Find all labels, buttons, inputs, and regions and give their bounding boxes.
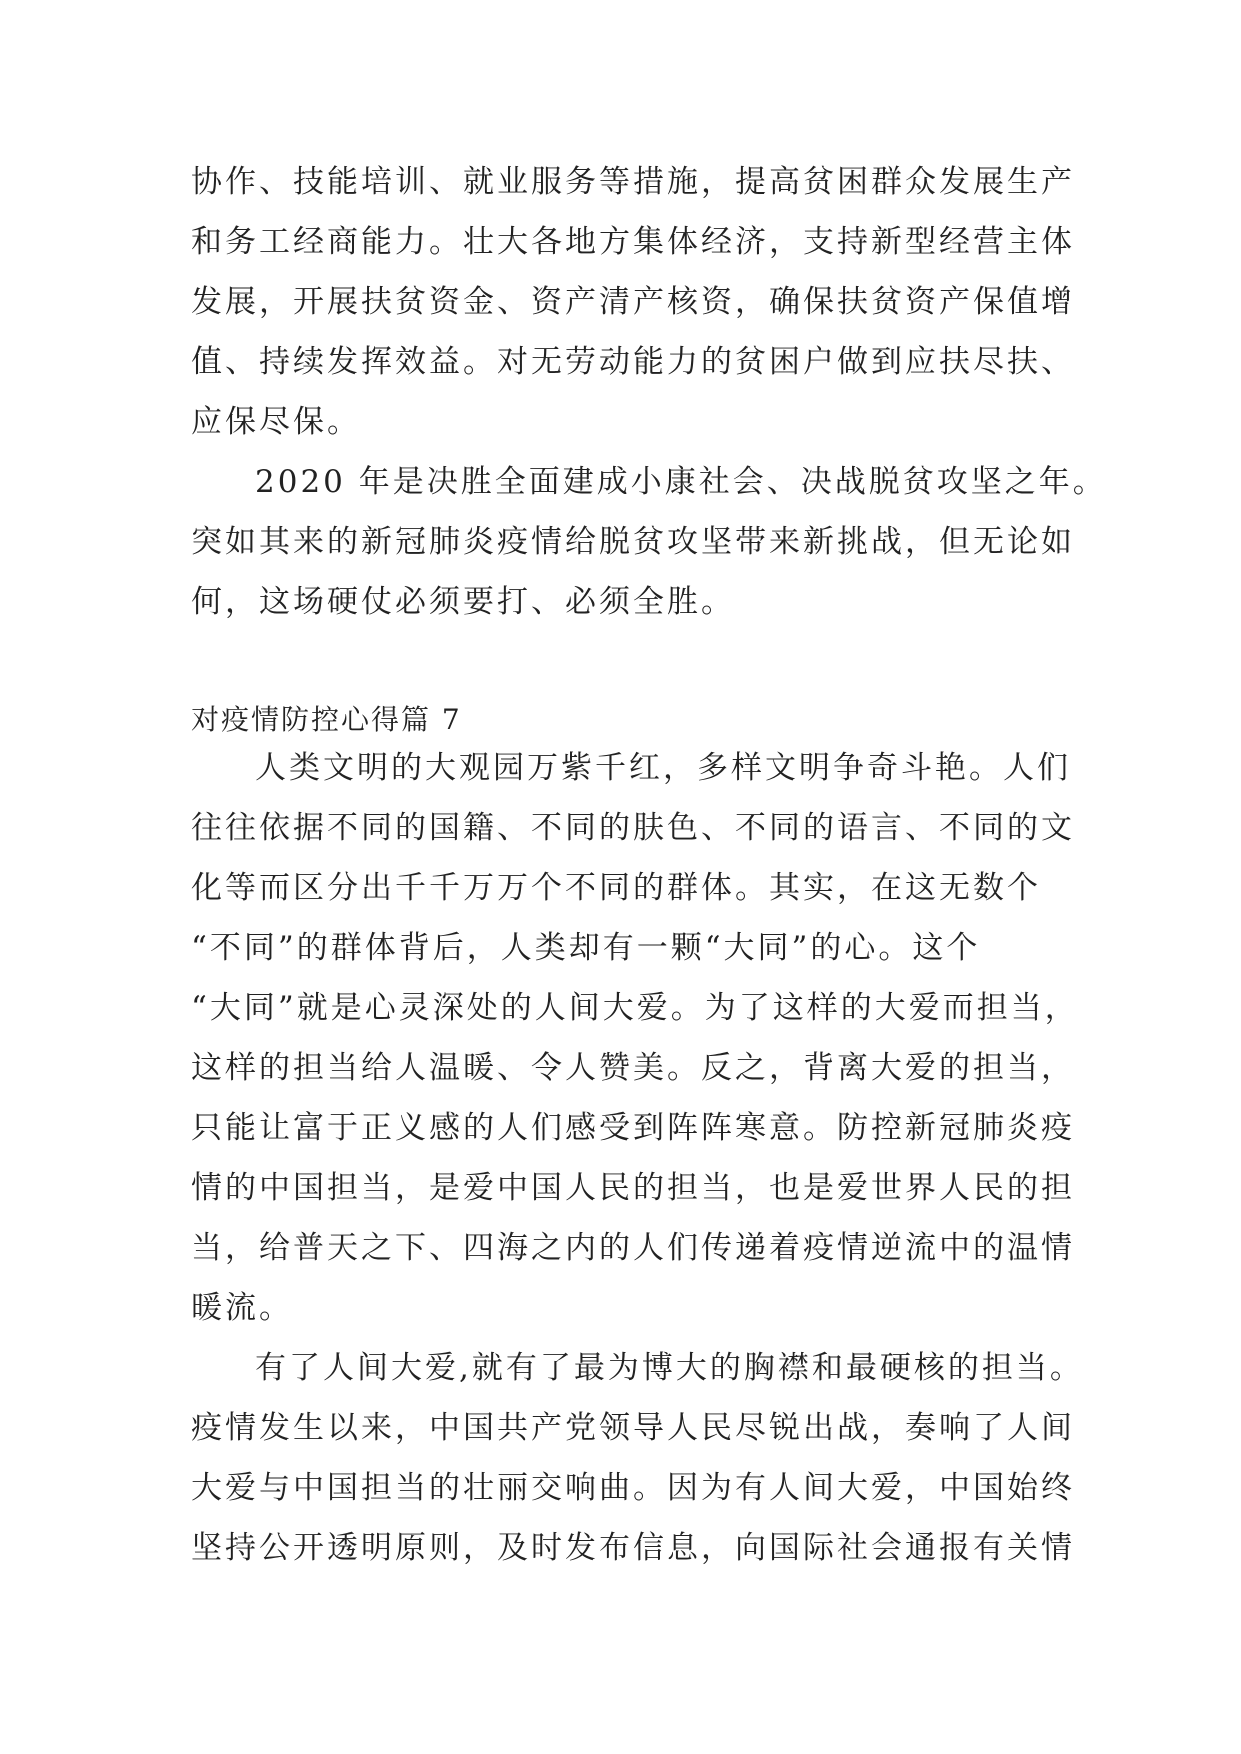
paragraph-line: “大同”就是心灵深处的人间大爱。为了这样的大爱而担当， [191, 990, 1079, 1026]
paragraph-line: 有了人间大爱,就有了最为博大的胸襟和最硬核的担当。 [255, 1350, 1084, 1386]
paragraph-line: 和务工经商能力。壮大各地方集体经济，支持新型经营主体 [191, 224, 1075, 260]
paragraph-line: 化等而区分出千千万万个不同的群体。其实，在这无数个 [191, 870, 1041, 906]
paragraph-line: 暖流。 [191, 1290, 293, 1326]
paragraph-line: 协作、技能培训、就业服务等措施，提高贫困群众发展生产 [191, 164, 1075, 200]
paragraph-line: 值、持续发挥效益。对无劳动能力的贫困户做到应扶尽扶、 [191, 344, 1075, 380]
paragraph-line: 何，这场硬仗必须要打、必须全胜。 [191, 584, 735, 620]
paragraph-line: 坚持公开透明原则，及时发布信息，向国际社会通报有关情 [191, 1530, 1075, 1566]
top-paragraphs [191, 152, 1107, 632]
paragraph-line: “不同”的群体背后，人类却有一颗“大同”的心。这个 [191, 930, 981, 966]
paragraph-line: 大爱与中国担当的壮丽交响曲。因为有人间大爱，中国始终 [191, 1470, 1075, 1506]
paragraph-line: 2020 年是决胜全面建成小康社会、决战脱贫攻坚之年。 [255, 464, 1107, 500]
paragraph-line: 人类文明的大观园万紫千红，多样文明争奇斗艳。人们 [255, 750, 1071, 786]
paragraph-line: 当，给普天之下、四海之内的人们传递着疫情逆流中的温情 [191, 1230, 1075, 1266]
paragraph-line: 疫情发生以来，中国共产党领导人民尽锐出战，奏响了人间 [191, 1410, 1075, 1446]
paragraph-line: 只能让富于正义感的人们感受到阵阵寒意。防控新冠肺炎疫 [191, 1110, 1075, 1146]
paragraph-line: 发展，开展扶贫资金、资产清产核资，确保扶贫资产保值增 [191, 284, 1075, 320]
paragraph-line: 情的中国担当，是爱中国人民的担当，也是爱世界人民的担 [191, 1170, 1075, 1206]
paragraph-line: 应保尽保。 [191, 404, 361, 440]
paragraph-line: 往往依据不同的国籍、不同的肤色、不同的语言、不同的文 [191, 810, 1075, 846]
section-heading: 对疫情防控心得篇 7 [191, 703, 462, 736]
section-body [191, 738, 1084, 1578]
paragraph-line: 突如其来的新冠肺炎疫情给脱贫攻坚带来新挑战，但无论如 [191, 524, 1075, 560]
paragraph-line: 这样的担当给人温暖、令人赞美。反之，背离大爱的担当， [191, 1050, 1075, 1086]
